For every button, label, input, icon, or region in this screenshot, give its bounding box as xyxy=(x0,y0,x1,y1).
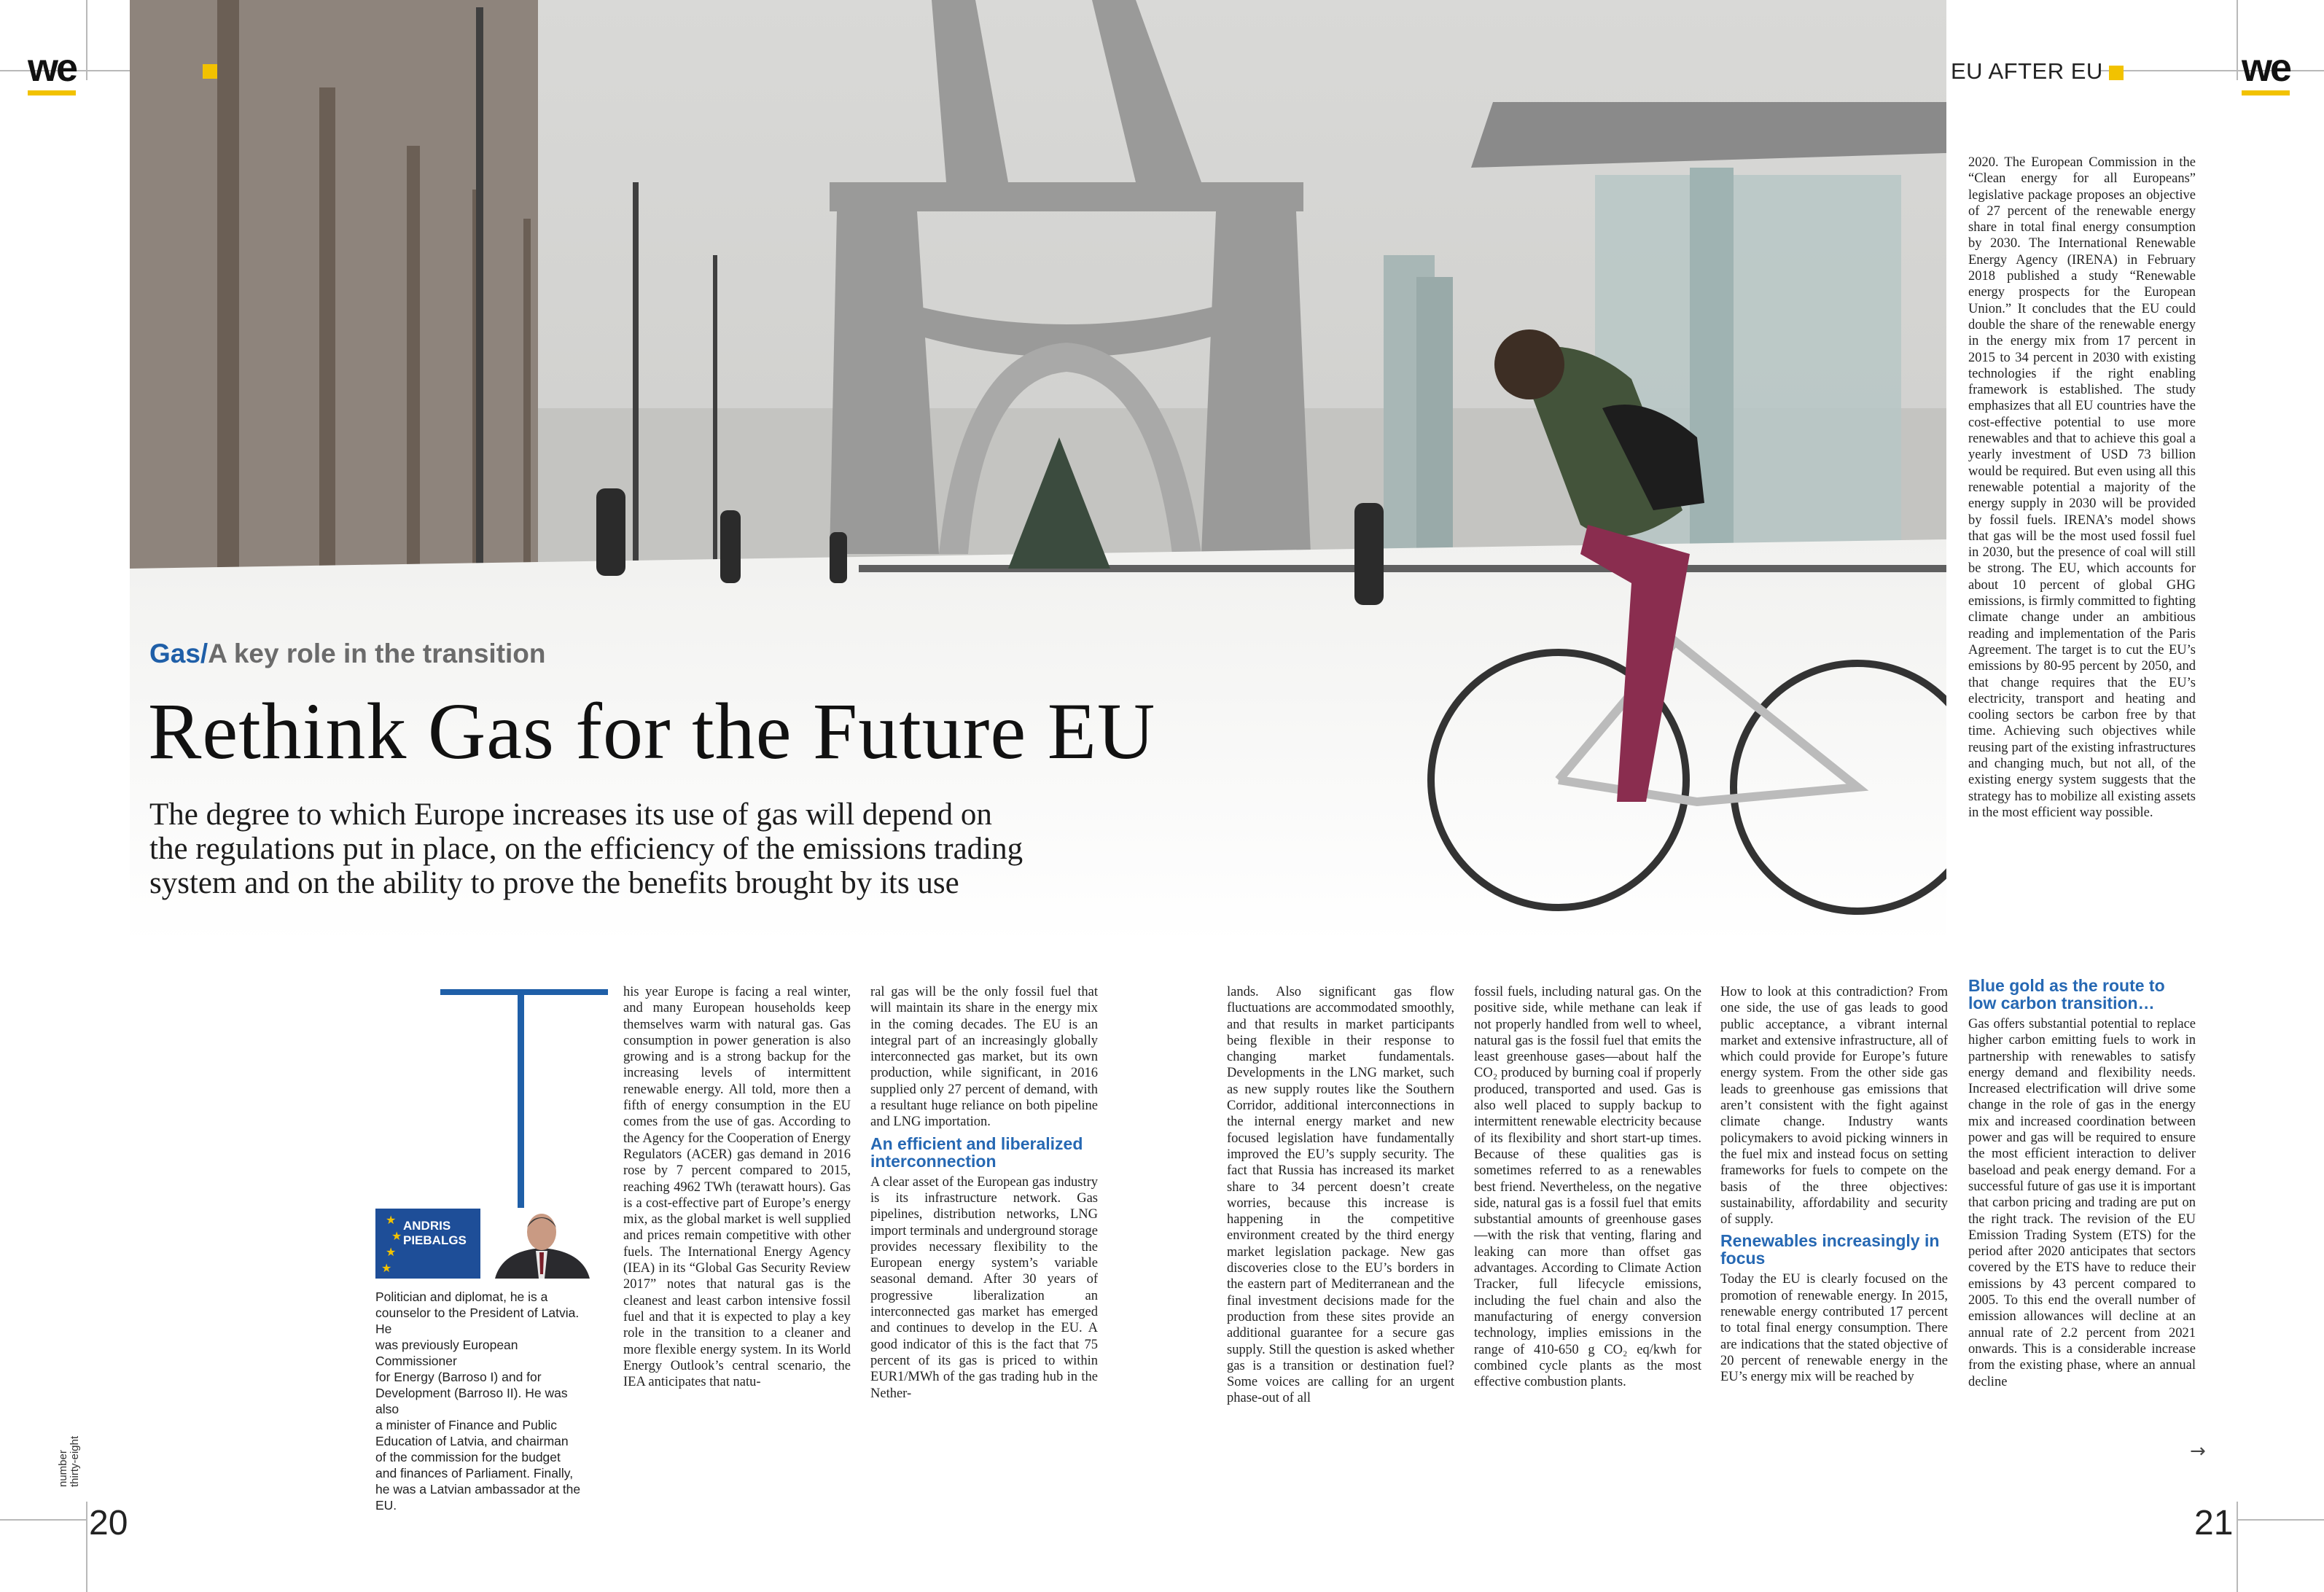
author-box xyxy=(375,1209,603,1279)
body-column-2 xyxy=(870,984,1098,1402)
logo-text: we xyxy=(28,46,77,90)
crop-line xyxy=(2237,1502,2238,1592)
author-bio: Politician and diplomat, he is a counselor to the President of Latvia. He was previously European Commissioner for Energy (Barroso I) and for Development (Barroso II). He was also a minister of Finance and Public Education of Latvia, and chairman of the commission for the budget and finances of Parliament. Finally, he was a Latvian ambassador at the EU. xyxy=(375,1289,581,1513)
article-headline: Rethink Gas for the Future EU xyxy=(148,687,1156,776)
article-kicker xyxy=(149,639,546,669)
body-paragraph: A clear asset of the European gas industry is its infrastructure network. Gas pipelines, distribution networks, LNG import terminals and underground storage provides necessary flexibility to the European energy system’s variable seasonal demand. After 30 years of progressive liberalization an interconnected gas market has emerged and continues to develop in the EU. A good indicator of this is the fact that 75 percent of its gas is priced to within EUR1/MWh of the gas trading hub in the Nether- xyxy=(870,1174,1098,1401)
dropcap-t-stem xyxy=(518,989,524,1208)
body-column-3 xyxy=(1227,984,1454,1407)
crop-line xyxy=(2238,1519,2324,1521)
logo-text: we xyxy=(2242,46,2290,90)
yellow-square-marker xyxy=(2109,66,2124,80)
body-column-6 xyxy=(1968,155,2196,821)
body-paragraph: ral gas will be the only fossil fuel that will maintain its share in the energy mix in the coming decades. The EU is an integral part of an increasingly globally interconnected gas market, but its own production, while significant, in 2016 supplied only 27 percent of demand, with a resultant huge reliance on both pipeline and LNG importation. xyxy=(870,985,1098,1130)
body-paragraph: 2020. The European Commission in the “Clean energy for all Europeans” legislative package proposes an objective of 27 percent of the renewable energy share in total final energy consumption by 2030. The International Renewable Energy Agency (IRENA) in February 2018 published a study “Renewable energy prospects for the European Union.” It concludes that the EU could double the share of the renewable energy in the energy mix from 17 percent in 2015 to 34 percent in 2030 with existing technologies if the right enabling framework is established. The study emphasizes that all EU countries have the cost-effective potential to use more renewables and that to achieve this goal a yearly investment of USD 73 billion would be required. But even using all this renewable potential a majority of the energy supply in 2030 will be provided by fossil fuels. IRENA’s model shows that gas will be the most used fossil fuel in 2030, but the presence of coal will still be strong. The EU, which accounts for about 10 percent of global GHG emissions, is firmly committed to fighting climate change under an ambitious reading and implementation of the Paris Agreement. The target is to cut the EU’s emissions by 80-95 percent by 2050, and that change requires that the EU’s electricity, transport and heating and cooling sectors be carbon free by that time. Achieving such objectives while reusing part of the existing infrastructures and changing much, but not all, of the existing energy system suggests that the strategy has to mobilize all existing assets in the most efficient way possible. xyxy=(1968,155,2196,820)
eu-star-icon: ★ xyxy=(381,1261,392,1275)
page-number-left: 20 xyxy=(89,1504,128,1542)
subheading: Renewables increasingly in focus xyxy=(1720,1231,1940,1268)
eu-star-icon: ★ xyxy=(391,1229,402,1243)
logo-underline xyxy=(28,90,76,95)
crop-line xyxy=(86,1502,87,1592)
body-column-7 xyxy=(1968,977,2196,1390)
crop-line xyxy=(86,0,87,80)
kicker-section: Gas/ xyxy=(149,639,208,668)
continue-arrow-icon: → xyxy=(2190,1440,2206,1462)
body-column-4 xyxy=(1474,984,1701,1390)
body-paragraph: lands. Also significant gas flow fluctuations are accommodated smoothly, and that results in market participants being flexible in their response to changing market fundamentals. Developments in the LNG market, such as new supply routes like the Southern Corridor, additional interconnections in the internal energy market and new focused legislation have fundamentally improved the EU’s supply security. The fact that Russia has increased its market share to 34 percent doesn’t create worries, because this increase is happening in the competitive environment created by the third energy market legislation package. New gas discoveries close to the EU’s borders in the eastern part of Mediterranean and the final investment decisions made for the production from these sites provide an additional guarantee for a secure gas supply. Still the question is asked whether gas is a transition or destination fuel? Some voices are calling for an urgent phase-out of all xyxy=(1227,985,1454,1406)
body-paragraph: fossil fuels, including natural gas. On the positive side, while methane can leak if not properly handled from well to wheel, natural gas is the fossil fuel that emits the least greenhouse gases—about half the CO₂ produced by burning coal if properly produced, transported and used. Gas is also well placed to supply backup to intermittent renewable electricity because of its flexibility and short start-up times. Because of these qualities gas is sometimes referred to as a renewables best friend. Nevertheless, on the negative side, natural gas is a fossil fuel that emits substantial amounts of greenhouse gases—with the risk that venting, flaring and leaking can more than offset gas advantages. According to Climate Action Tracker, full lifecycle emissions, including the fuel chain and also the manufacturing of energy conversion technology, implies emissions in the range of 410-650 g CO₂ eq/kwh for combined cycle plants as the most effective combustion plants. xyxy=(1474,985,1701,1390)
eu-star-icon: ★ xyxy=(386,1245,397,1259)
crop-line xyxy=(2099,70,2324,71)
kicker-text: A key role in the transition xyxy=(208,639,546,668)
running-head: EU AFTER EU xyxy=(1951,58,2103,84)
issue-label: number thirty-eight xyxy=(57,1435,81,1487)
body-column-5 xyxy=(1720,984,1948,1386)
subheading: Blue gold as the route to low carbon transition… xyxy=(1968,976,2165,1012)
author-portrait xyxy=(480,1209,603,1279)
eu-star-icon: ★ xyxy=(386,1213,397,1227)
crop-line xyxy=(0,1519,86,1521)
body-paragraph: How to look at this contradiction? From one side, the use of gas leads to good public acceptance, a vibrant internal market and extensive infrastructure, all of which could provide for Europe’s future energy system. From the other side gas leads to greenhouse gas emissions that aren’t consistent with the fight against climate change. Industry wants policymakers to avoid picking winners in the fuel mix and instead focus on setting frameworks for fuels to compete on the basis of the three objectives: sustainability, affordability and security of supply. xyxy=(1720,985,1948,1228)
body-paragraph: Gas offers substantial potential to replace higher carbon emitting fuels to work in partnership with renewables to satisfy energy demand and flexibility needs. Increased electrification will drive some change in the role of gas in the energy mix and increased coordination between power and gas will be required to ensure the most efficient interaction to deliver baseload and peak energy demand. For a successful future of gas use it is important that carbon pricing and trading are put on the right track. The revision of the EU Emission Trading System (ETS) for the period after 2020 anticipates that sectors covered by the ETS have to reduce their emissions by 43 percent compared to 2005. To this end the overall number of emission allowances will decline at an annual rate of 2.2 percent from 2021 onwards. This is a considerable increase from the existing phase, where an annual decline xyxy=(1968,1017,2196,1389)
body-paragraph: his year Europe is facing a real winter, and many European households keep themselves warm with natural gas. Gas consumption in power generation is also growing and is a strong backup for the increasing levels of intermittent renewable energy. All told, more then a fifth of energy consumption in the EU comes from the use of gas. According to the Agency for the Cooperation of Energy Regulators (ACER) gas demand in 2016 rose by 7 percent compared to 2015, reaching 4962 TWh (terawatt hours). Gas is a cost-effective part of Europe’s energy mix, as the global market is well supplied and prices remain competitive with other fuels. The International Energy Agency (IEA) in its “Global Gas Security Review 2017” notes that natural gas is the cleanest and least carbon intensive fossil fuel and that it is expected to play a key role in the transition to a cleaner and more flexible energy system. In its World Energy Outlook’s central scenario, the IEA anticipates that natu- xyxy=(623,985,851,1390)
dropcap-t-bar xyxy=(440,989,608,995)
page-number-right: 21 xyxy=(2194,1504,2234,1542)
magazine-logo-right xyxy=(2242,48,2290,95)
logo-underline xyxy=(2242,90,2290,95)
body-paragraph: Today the EU is clearly focused on the promotion of renewable energy. In 2015, renewable energy contributed 17 percent to total final energy consumption. There are indications that the stated objective of 20 percent of renewable energy in the EU’s energy mix will be reached by xyxy=(1720,1272,1948,1385)
subheading: An efficient and liberalized interconnection xyxy=(870,1133,1083,1171)
magazine-logo-left xyxy=(28,48,76,95)
yellow-square-marker xyxy=(203,64,217,79)
article-standfirst xyxy=(149,797,1134,900)
author-name: ANDRIS PIEBALGS xyxy=(403,1219,467,1247)
body-column-1 xyxy=(623,984,851,1390)
standfirst-line: the regulations put in place, on the efficiency of the emissions trading xyxy=(149,832,1023,866)
standfirst-line: system and on the ability to prove the benefits brought by its use xyxy=(149,866,959,900)
standfirst-line: The degree to which Europe increases its use of gas will depend on xyxy=(149,797,992,832)
crop-line xyxy=(2237,0,2238,80)
